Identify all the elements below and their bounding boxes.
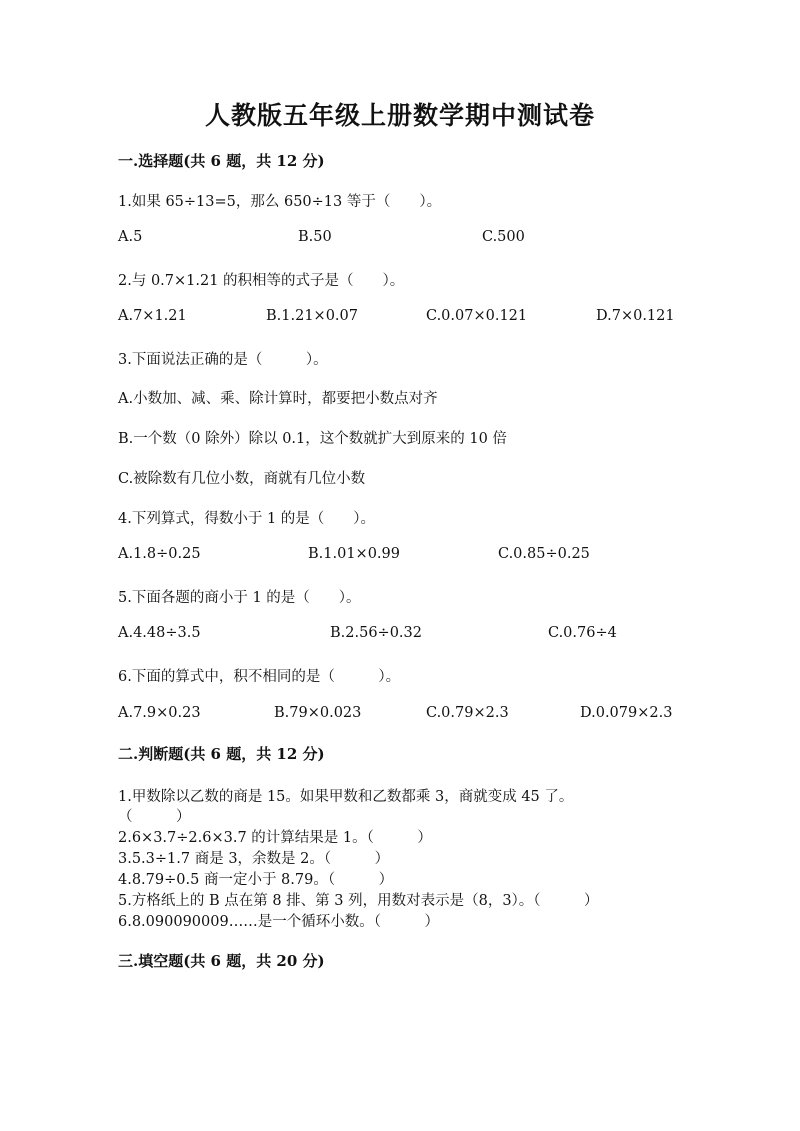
judge-item-4: 4.8.79÷0.5 商一定小于 8.79。（ ） (118, 872, 394, 888)
section-3-heading: 三.填空题(共 6 题，共 20 分) (118, 952, 325, 970)
question-1-option-c: C.500 (482, 229, 525, 245)
question-1-option-b: B.50 (298, 229, 332, 245)
question-4-stem: 4.下列算式，得数小于 1 的是（ ）。 (118, 511, 376, 527)
question-6-option-b: B.79×0.023 (274, 705, 362, 721)
question-5-option-c: C.0.76÷4 (548, 625, 617, 641)
judge-item-6: 6.8.090090009……是一个循环小数。（ ） (118, 914, 439, 930)
question-5-stem: 5.下面各题的商小于 1 的是（ ）。 (118, 590, 361, 606)
question-3-option-b: B.一个数（0 除外）除以 0.1，这个数就扩大到原来的 10 倍 (118, 431, 507, 447)
question-5-option-b: B.2.56÷0.32 (330, 625, 422, 641)
question-2-option-d: D.7×0.121 (596, 308, 675, 324)
judge-item-3: 3.5.3÷1.7 商是 3，余数是 2。（ ） (118, 851, 390, 867)
question-3-option-c: C.被除数有几位小数，商就有几位小数 (118, 471, 366, 487)
question-5-option-a: A.4.48÷3.5 (118, 625, 201, 641)
judge-item-1-answer: （ ） (118, 809, 191, 825)
question-2-option-a: A.7×1.21 (118, 308, 187, 324)
exam-title: 人教版五年级上册数学期中测试卷 (204, 101, 595, 130)
question-3-option-a: A.小数加、减、乘、除计算时，都要把小数点对齐 (118, 391, 438, 407)
judge-item-1: 1.甲数除以乙数的商是 15。如果甲数和乙数都乘 3，商就变成 45 了。 (118, 789, 574, 805)
question-1-stem: 1.如果 65÷13=5，那么 650÷13 等于（ ）。 (118, 194, 442, 210)
question-6-option-d: D.0.079×2.3 (580, 705, 673, 721)
question-6-option-c: C.0.79×2.3 (426, 705, 509, 721)
judge-item-5: 5.方格纸上的 B 点在第 8 排、第 3 列，用数对表示是（8，3）。（ ） (118, 893, 599, 909)
question-6-stem: 6.下面的算式中，积不相同的是（ ）。 (118, 669, 401, 685)
question-2-stem: 2.与 0.7×1.21 的积相等的式子是（ ）。 (118, 273, 405, 289)
question-3-stem: 3.下面说法正确的是（ ）。 (118, 352, 328, 368)
section-2-heading: 二.判断题(共 6 题，共 12 分) (118, 745, 325, 763)
question-6-option-a: A.7.9×0.23 (118, 705, 201, 721)
question-2-option-b: B.1.21×0.07 (266, 308, 358, 324)
question-2-option-c: C.0.07×0.121 (426, 308, 528, 324)
question-4-option-b: B.1.01×0.99 (308, 546, 400, 562)
section-1-heading: 一.选择题(共 6 题，共 12 分) (118, 152, 325, 170)
question-4-option-c: C.0.85÷0.25 (498, 546, 590, 562)
judge-item-2: 2.6×3.7÷2.6×3.7 的计算结果是 1。（ ） (118, 830, 432, 846)
question-1-option-a: A.5 (118, 229, 143, 245)
question-4-option-a: A.1.8÷0.25 (118, 546, 201, 562)
